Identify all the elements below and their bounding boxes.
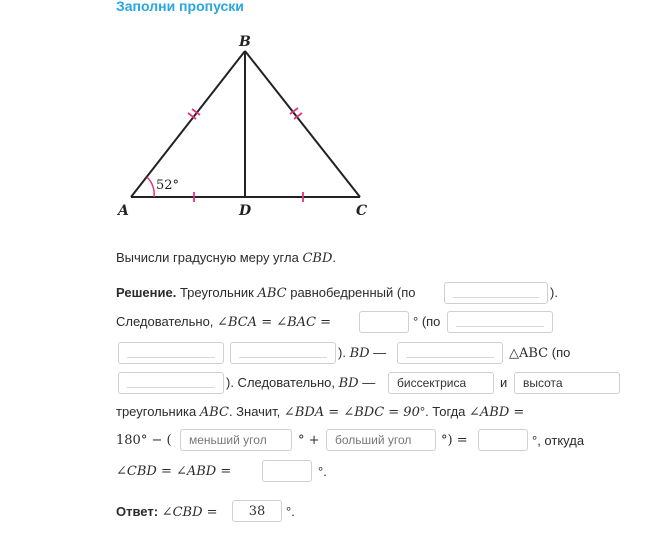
angle-arc [147, 177, 154, 197]
vertex-b: B [239, 34, 251, 50]
solution-line-1: Решение. Треугольник ABC равнобедренный (по [116, 285, 416, 301]
larger-angle-input[interactable]: больший угол [326, 429, 436, 451]
reason-input-3[interactable] [118, 342, 224, 364]
reason-input-4[interactable] [230, 342, 336, 364]
solution-line-4: ). Следовательно, BD — [226, 375, 376, 391]
answer-line: Ответ: ∠CBD = [116, 504, 218, 520]
solution-line-5: треугольника ABC. Значит, ∠BDA = ∠BDC = 90°. Тогда ∠ABD = [116, 404, 525, 420]
solution-line-2: Следовательно, ∠BCA = ∠BAC = [116, 314, 332, 330]
side-bc [245, 51, 360, 197]
bisector-input[interactable]: биссектриса [388, 372, 494, 394]
angle-bca-input[interactable] [359, 311, 409, 333]
triangle-figure [0, 0, 660, 240]
smaller-angle-input[interactable]: меньший угол [180, 429, 292, 451]
vertex-a: A [118, 203, 129, 219]
reason-input-2[interactable] [447, 311, 553, 333]
angle-cbd-input[interactable] [262, 460, 312, 482]
solution-line-3: ). BD — [338, 345, 387, 361]
angle-abd-input[interactable] [478, 429, 528, 451]
answer-input[interactable]: 38 [232, 500, 282, 522]
reason-input-5[interactable] [118, 372, 224, 394]
vertex-d: D [239, 203, 252, 219]
solution-line-6: 180° − ( [116, 433, 172, 448]
question-line: Вычисли градусную меру угла CBD. [116, 250, 336, 266]
solution-line-7: ∠CBD = ∠ABD = [116, 464, 232, 479]
task-title: Заполни пропуски [116, 0, 244, 14]
reason-input-1[interactable] [444, 282, 548, 304]
vertex-c: C [356, 203, 368, 219]
angle-value: 52° [156, 178, 180, 193]
side-ab [131, 51, 245, 197]
bd-role-input[interactable] [397, 342, 503, 364]
height-input[interactable]: высота [514, 372, 620, 394]
